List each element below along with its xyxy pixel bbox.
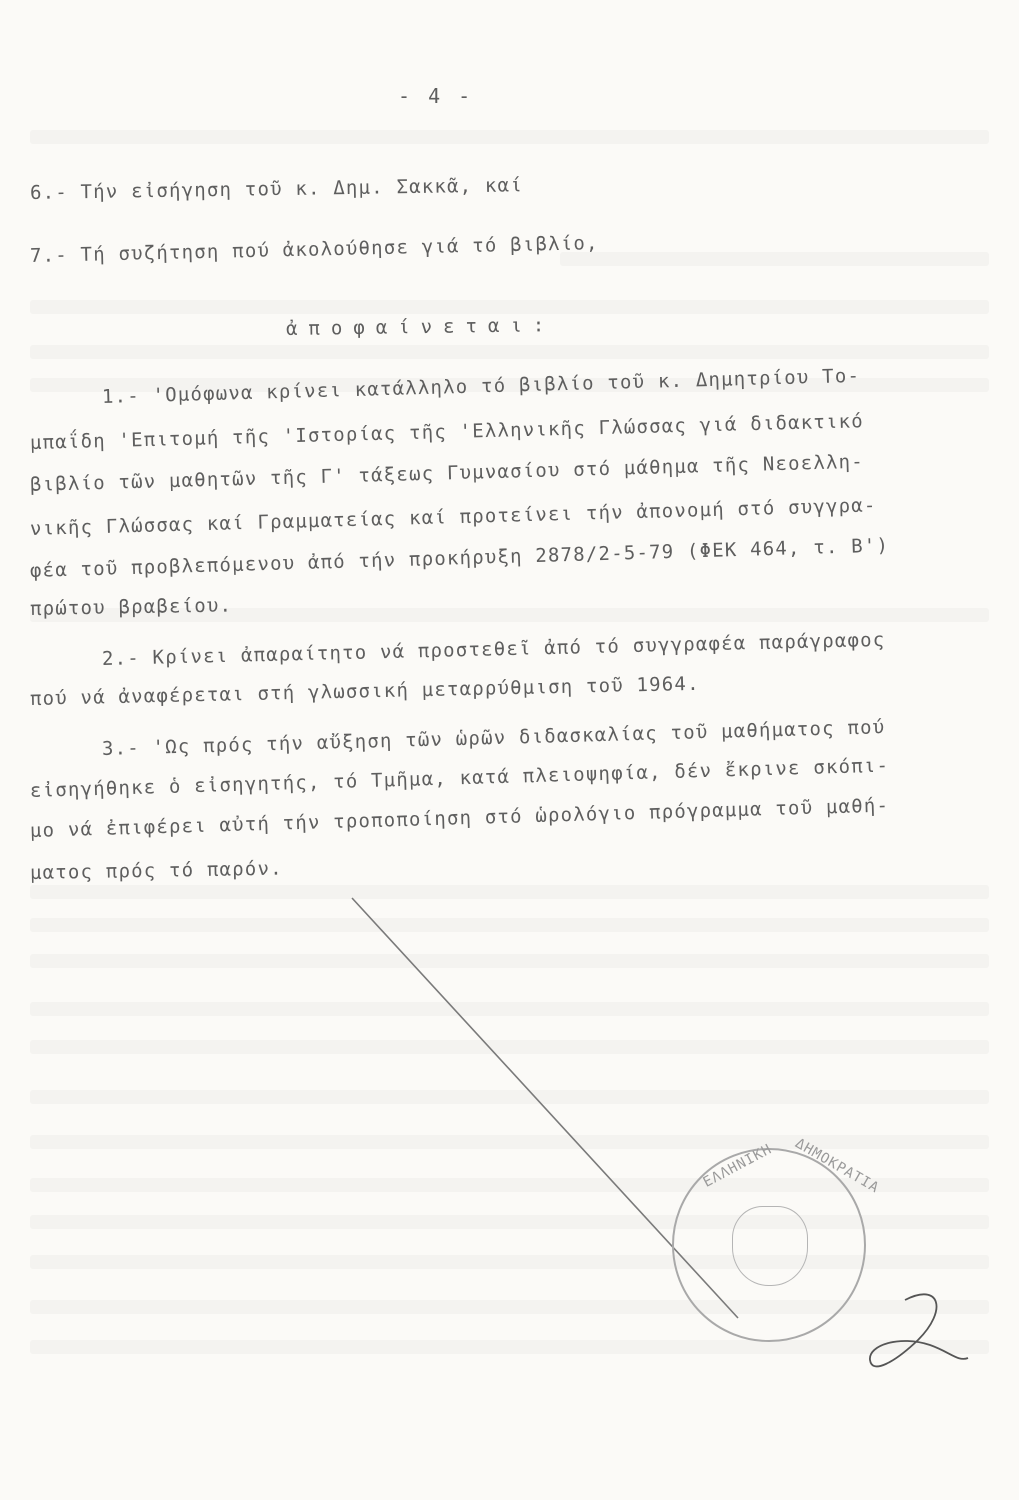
paragraph-3-line: μο νά ἐπιφέρει αὐτή τήν τροποποίηση στό ὡρολόγιο πρόγραμμα τοῦ μαθή-: [29, 794, 890, 842]
paragraph-1-line: πρώτου βραβείου.: [29, 594, 233, 620]
paragraph-1-line: μπαΐδη 'Επιτομή τῆς 'Ιστορίας τῆς 'Ελληνικῆς Γλώσσας γιά διδακτικό: [29, 410, 865, 454]
paragraph-1-line: 1.- 'Ομόφωνα κρίνει κατάλληλο τό βιβλίο τοῦ κ. Δημητρίου Το-: [101, 364, 861, 408]
paragraph-2-line: 2.- Κρίνει ἀπαραίτητο νά προστεθεῖ ἀπό τό συγγραφέα παράγραφος: [101, 628, 886, 670]
page-number: - 4 -: [398, 84, 474, 108]
paragraph-3-line: 3.- 'Ως πρός τήν αὔξηση τῶν ὡρῶν διδασκαλίας τοῦ μαθήματος πού: [101, 716, 886, 760]
stamp-lettering: ΕΛΛΗΝΙΚΗ: [700, 1141, 775, 1191]
paragraph-1-line: νικῆς Γλώσσας καί Γραμματείας καί προτείνει τήν ἀπονομή στό συγγρα-: [29, 494, 877, 540]
paragraph-1-line: βιβλίο τῶν μαθητῶν τῆς Γ' τάξεως Γυμνασίου στό μάθημα τῆς Νεοελλη-: [29, 450, 865, 496]
decision-heading: ἀποφαίνεται:: [285, 314, 556, 340]
paragraph-3-line: ματος πρός τό παρόν.: [29, 857, 283, 884]
paragraph-1-line: φέα τοῦ προβλεπόμενου ἀπό τήν προκήρυξη 2878/2-5-79 (ΦΕΚ 464, τ. Β'): [29, 534, 890, 582]
paragraph-2-line: πού νά ἀναφέρεται στή γλωσσική μεταρρύθμιση τοῦ 1964.: [29, 672, 700, 710]
signature-icon: [870, 1294, 968, 1366]
stamp-lettering: ΔΗΜΟΚΡΑΤΙΑ: [792, 1135, 882, 1197]
stamp-emblem-icon: [732, 1206, 808, 1286]
paragraph-3-line: εἰσηγήθηκε ὁ εἰσηγητής, τό Τμῆμα, κατά πλειοψηφία, δέν ἔκρινε σκόπι-: [29, 754, 890, 802]
item-7: 7.- Τή συζήτηση πού ἀκολούθησε γιά τό βιβλίο,: [29, 232, 599, 267]
item-6: 6.- Τήν εἰσήγηση τοῦ κ. Δημ. Σακκᾶ, καί: [29, 174, 524, 204]
